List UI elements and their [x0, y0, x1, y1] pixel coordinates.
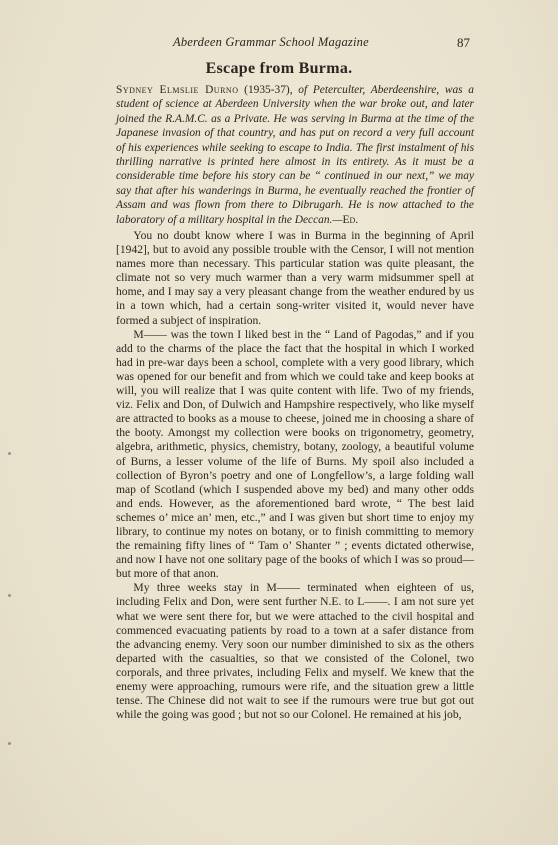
editor-intro	[116, 83, 474, 227]
article-title: Escape from Burma.	[205, 60, 353, 77]
binding-hole-mark	[8, 742, 11, 745]
binding-hole-mark	[8, 594, 11, 597]
editor-tag: Ed.	[342, 213, 359, 226]
binding-hole-mark	[8, 452, 11, 455]
author-years: (1935-37),	[244, 84, 293, 96]
intro-text: of Peterculter, Aberdeenshire, was a student of science at Aberdeen University when the war broke out, and later joined the R.A.M.C. as a Private. He was serving in Burma at the time of the Japanese invasion of that country, and has put on record a very full account of his experiences while seeking to escape to India. The first instalment of his thrilling narrative is printed here almost in its entirety. As it must be a considerable time before his story can be “ continued in our next,” we may say that after his wanderings in Burma, he eventually reached the frontier of Assam and was flown from there to Dibrugarh. He is now attached to the laboratory of a military hospital in the Deccan.—	[116, 84, 474, 226]
running-head	[0, 35, 558, 53]
article-body	[116, 229, 474, 722]
paragraph: M—— was the town I liked best in the “ Land of Pagodas,” and if you add to the charms of the place the fact that the hospital in which I worked had in pre-war days been a school, complete with a very good library, which was opened for our benefit and from which we could take and keep books at will, you will realize that I was quite content with life. Two of my friends, viz. Felix and Don, of Dulwich and Hampshire respectively, who like myself are attracted to books as a mouse to cheese, joined me in choosing a share of the booty. Amongst my collection were books on trigonometry, geometry, algebra, arithmetic, physics, chemistry, botany, zoology, a beautiful volume of Burns, a lesser volume of the life of Burns. My spoil also included a collection of Byron’s poetry and one of Longfellow’s, a large folding wall map of Scotland (which I suspended above my bed) and many other odds and ends. However, as the aforementioned bard wrote, “ The best laid schemes o’ mice an’ men, etc.,” and I was given but short time to enjoy my library, to continue my notes on botany, or to finish committing to memory the remaining fifty lines of “ Tam o’ Shanter ” ; events dictated otherwise, and now I have not one solitary page of the books of which I was so proud—but more of that anon.	[116, 327, 474, 581]
author-name: Sydney Elmslie Durno	[116, 84, 239, 96]
page-number: 87	[457, 35, 470, 50]
paragraph: You no doubt know where I was in Burma in the beginning of April [1942], but to avoid any possible trouble with the Censor, I will not mention names more than necessary. This particular station was quite pleasant, the climate not so very much warmer than a very warm midsummer spell at home, and I may say a very pleasant change from the weather endured by us in a town which, had a certain song-writer visited it, would never have formed a subject of inspiration.	[116, 229, 474, 327]
running-head-title: Aberdeen Grammar School Magazine	[173, 35, 369, 49]
paragraph: My three weeks stay in M—— terminated when eighteen of us, including Felix and Don, were sent further N.E. to L——. I am not sure yet what we were sent there for, but we were attached to the civil hospital and commenced evacuating patients by road to a town at a safer distance from the advancing enemy. Very soon our number diminished to six as the others departed with the casualties, so that we consisted of the Colonel, two corporals, and three privates, including Felix and myself. We knew that the enemy were approaching, rumours were rife, and the situation grew a little tense. The Chinese did not wait to see if the rumours were true but got out while the going was good ; but not so our Colonel. He remained at his job,	[116, 581, 474, 722]
